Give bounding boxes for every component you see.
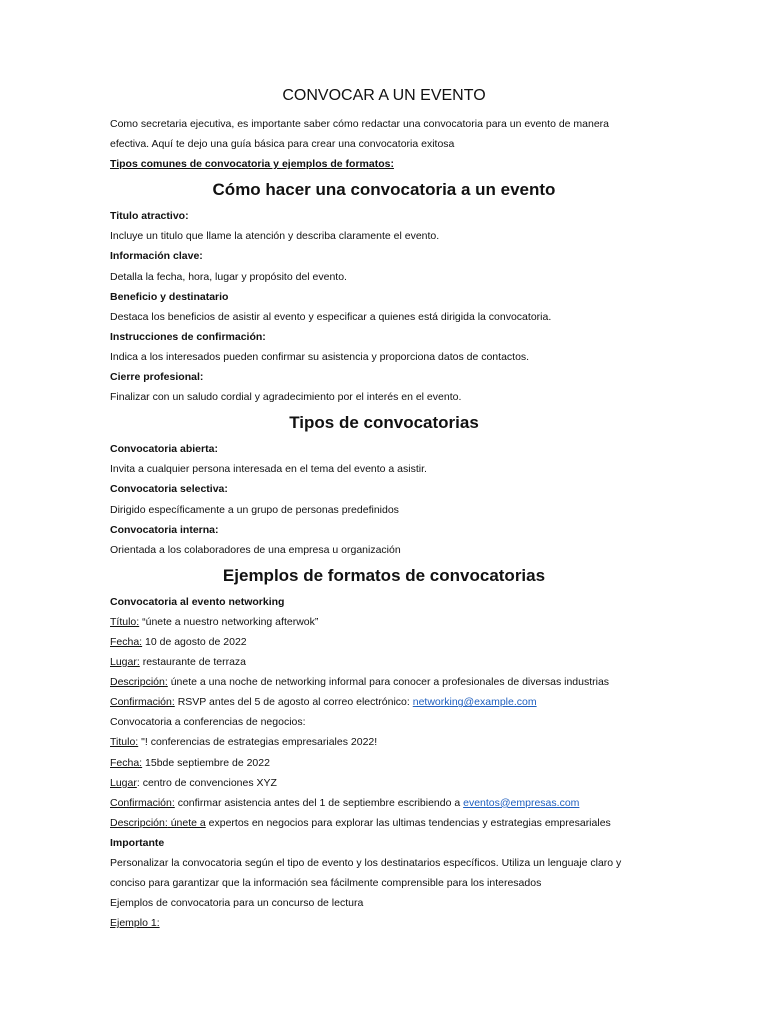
field-value: “únete a nuestro networking afterwok” — [139, 615, 319, 628]
document-body — [110, 84, 658, 933]
tipos-comunes-heading: Tipos comunes de convocatoria y ejemplos de formatos: — [110, 158, 394, 171]
item-label: Convocatoria abierta: — [110, 443, 218, 456]
item-text: Invita a cualquier persona interesada en el tema del evento a asistir. — [110, 463, 427, 476]
item-label: Beneficio y destinatario — [110, 290, 229, 303]
negocios-confirmacion — [110, 793, 658, 813]
email-link[interactable]: eventos@empresas.com — [463, 796, 580, 809]
field-label: Confirmación: — [110, 796, 175, 809]
importante-line-1: Personalizar la convocatoria según el tipo de evento y los destinatarios específicos. Utiliza un lenguaje claro y — [110, 857, 622, 869]
field-value: expertos en negocios para explorar las ultimas tendencias y estrategias empresariales — [205, 816, 611, 829]
item-text: Indica a los interesados pueden confirmar su asistencia y proporciona datos de contactos. — [110, 350, 530, 363]
field-label: Confirmación: — [110, 696, 175, 709]
item-text: Destaca los beneficios de asistir al evento y especificar a quienes está dirigida la convocatoria. — [110, 310, 552, 323]
field-label: Titulo: — [110, 736, 139, 749]
item-label: Titulo atractivo: — [110, 210, 189, 223]
field-label: Descripción: — [110, 676, 168, 689]
item-label: Convocatoria selectiva: — [110, 483, 228, 496]
field-value-underlined: únete a — [167, 816, 206, 829]
item-text: Incluye un titulo que llame la atención y describa claramente el evento. — [110, 230, 440, 243]
field-value: únete a una noche de networking informal para conocer a profesionales de diversas industrias — [167, 676, 610, 689]
item-text: Orientada a los colaboradores de una empresa u organización — [110, 543, 401, 556]
negocios-fecha — [110, 753, 658, 773]
item-text: Finalizar con un saludo cordial y agradecimiento por el interés en el evento. — [110, 391, 462, 404]
field-value: 10 de agosto de 2022 — [142, 635, 247, 648]
field-value: restaurante de terraza — [139, 656, 247, 669]
item-text: Dirigido específicamente a un grupo de personas predefinidos — [110, 503, 399, 516]
networking-descripcion — [110, 672, 658, 692]
field-label: Título: — [110, 615, 140, 628]
importante-label: Importante — [110, 836, 165, 849]
como-hacer-heading: Cómo hacer una convocatoria a un evento — [212, 180, 556, 200]
field-label: Fecha: — [110, 756, 143, 769]
intro-line-1: Como secretaria ejecutiva, es importante saber cómo redactar una convocatoria para un evento de manera — [110, 118, 610, 130]
field-label: Fecha: — [110, 635, 143, 648]
negocios-lugar — [110, 773, 658, 793]
intro-line-2: efectiva. Aquí te dejo una guía básica para crear una convocatoria exitosa — [110, 138, 455, 151]
networking-titulo — [110, 612, 658, 632]
email-link[interactable]: networking@example.com — [412, 696, 537, 709]
document-title: CONVOCAR A UN EVENTO — [282, 87, 486, 104]
field-label: Lugar: — [110, 656, 140, 669]
lectura-line: Ejemplos de convocatoria para un concurso de lectura — [110, 897, 364, 910]
item-label: Convocatoria interna: — [110, 523, 219, 536]
item-text: Detalla la fecha, hora, lugar y propósito del evento. — [110, 270, 347, 283]
field-value: "! conferencias de estrategias empresariales 2022! — [138, 736, 378, 749]
negocios-titulo — [110, 732, 658, 752]
item-label: Información clave: — [110, 250, 203, 263]
networking-lugar — [110, 652, 658, 672]
tipos-heading: Tipos de convocatorias — [289, 413, 479, 433]
field-label: Lugar — [110, 776, 137, 789]
field-value: RSVP antes del 5 de agosto al correo electrónico: — [174, 696, 413, 709]
item-label: Instrucciones de confirmación: — [110, 330, 266, 343]
networking-confirmacion — [110, 692, 658, 712]
field-label: Descripción: — [110, 816, 168, 829]
networking-heading: Convocatoria al evento networking — [110, 595, 285, 608]
field-value: confirmar asistencia antes del 1 de septiembre escribiendo a — [174, 796, 464, 809]
negocios-descripcion — [110, 813, 658, 833]
field-value: 15bde septiembre de 2022 — [142, 756, 270, 769]
networking-fecha — [110, 632, 658, 652]
ejemplos-heading: Ejemplos de formatos de convocatorias — [222, 565, 546, 585]
negocios-heading: Convocatoria a conferencias de negocios: — [110, 716, 306, 729]
field-value: : centro de convenciones XYZ — [136, 776, 277, 789]
importante-line-2: conciso para garantizar que la información sea fácilmente comprensible para los interesados — [110, 877, 542, 890]
item-label: Cierre profesional: — [110, 371, 204, 384]
ejemplo-1-label: Ejemplo 1: — [110, 917, 160, 930]
